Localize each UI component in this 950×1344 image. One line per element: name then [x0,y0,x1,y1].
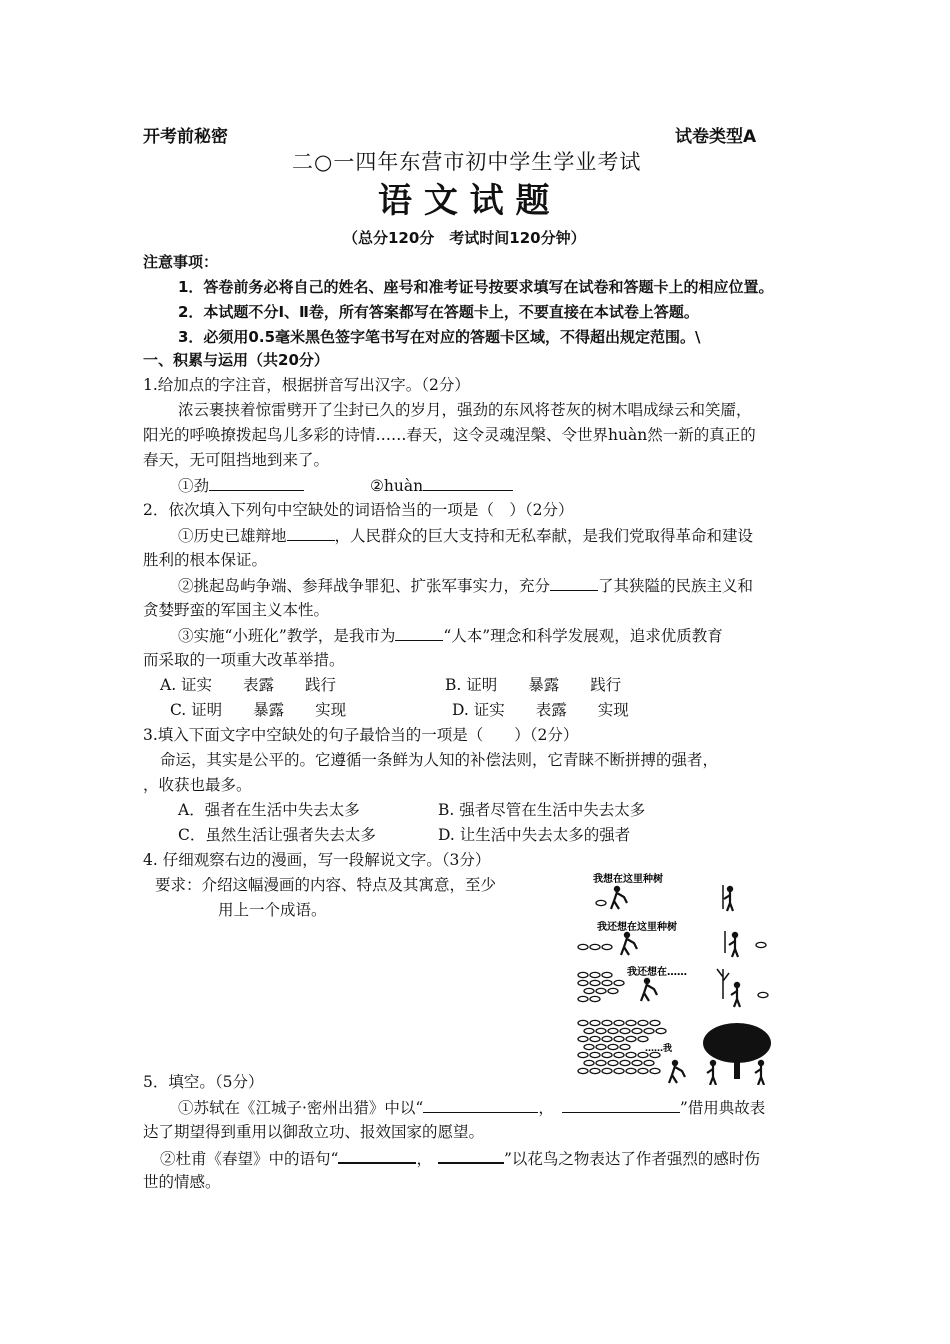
q2-stem: 2．依次填入下列句中空缺处的词语恰当的一项是（ ）（2分） [143,501,574,519]
q1-passage-line: 阳光的呼唤撩拨起鸟儿多彩的诗情……春天，这令灵魂涅槃、令世界huàn然一新的真正的 [143,426,756,444]
q5-line-1: ①苏轼在《江城子·密州出猎》中以“ ， ”借用典故表 [178,1099,766,1117]
cartoon-caption-4: ……我 [645,1044,673,1054]
q5-line-2: ②杜甫《春望》中的语句“ ， ”以花鸟之物表达了作者强烈的感时伤 [160,1150,760,1168]
cartoon-illustration [575,865,795,1085]
q1-blank-2: ②huàn [370,476,513,496]
q2-option-a: A. 证实 表露 践行 [160,676,337,694]
answer-blank [423,476,513,491]
q4-stem: 4. 仔细观察右边的漫画，写一段解说文字。（3分） [143,851,491,869]
answer-blank [423,1098,538,1113]
notes-heading: 注意事项： [143,253,219,271]
note-item-2: 2．本试题不分Ⅰ、Ⅱ卷，所有答案都写在答题卡上，不要直接在本试卷上答题。 [178,303,699,321]
answer-blank [209,476,304,491]
q2-sentence-3: ③实施“小班化”教学，是我市为 “人本”理念和科学发展观，追求优质教育 [178,627,723,645]
q3-option-a: A．强者在生活中失去太多 [178,801,360,819]
header-right: 试卷类型A [675,127,757,147]
q3-stem: 3.填入下面文字中空缺处的句子最恰当的一项是（ ）（2分） [143,726,579,744]
note-item-3: 3．必须用0.5毫米黑色签字笔书写在对应的答题卡区域，不得超出规定范围。\ [178,328,701,346]
q4-requirement-cont: 用上一个成语。 [218,901,327,919]
answer-blank [562,1098,680,1113]
section-heading: 一、积累与运用（共20分） [143,351,329,369]
q2-option-d: D. 证实 表露 实现 [452,701,629,719]
q2-sentence-1-cont: 胜利的根本保证。 [143,551,268,569]
cartoon-caption-2: 我还想在这里种树 [597,922,677,933]
header-left: 开考前秘密 [143,127,228,147]
note-item-1: 1．答卷前务必将自己的姓名、座号和准考证号按要求填写在试卷和答题卡上的相应位置。 [178,278,774,296]
page-title: 语 文 试 题 [378,181,550,221]
q2-sentence-1: ①历史已雄辩地 ，人民群众的巨大支持和无私奉献，是我们党取得革命和建设 [178,527,754,545]
answer-blank [438,1148,504,1164]
q1-blank-1: ①劲 [178,476,304,496]
q2-option-b: B. 证明 暴露 践行 [445,676,622,694]
q3-option-b: B. 强者尽管在生活中失去太多 [438,801,646,819]
q5-line-2-cont: 世的情感。 [143,1173,221,1191]
answer-blank [550,576,598,591]
q5-line-1-cont: 达了期望得到重用以御敌立功、报效国家的愿望。 [143,1123,485,1141]
q3-option-d: D. 让生活中失去太多的强者 [438,826,631,844]
q3-passage-line: 命运，其实是公平的。它遵循一条鲜为人知的补偿法则，它青睐不断拼搏的强者， [160,751,719,769]
answer-blank [287,526,335,541]
score-info: （总分120分 考试时间120分钟） [343,229,586,247]
q2-sentence-2: ②挑起岛屿争端、参拜战争罪犯、扩张军事实力，充分 了其狭隘的民族主义和 [178,577,754,595]
q3-option-c: C．虽然生活让强者失去太多 [178,826,376,844]
q2-sentence-3-cont: 而采取的一项重大改革举措。 [143,651,345,669]
cartoon-caption-1: 我想在这里种树 [593,874,663,885]
cartoon-caption-3: 我还想在…… [627,967,687,978]
q2-sentence-2-cont: 贪婪野蛮的军国主义本性。 [143,601,330,619]
exam-subtitle: 二○一四年东营市初中学生学业考试 [292,150,642,174]
q1-passage-line: 春天，无可阻挡地到来了。 [143,451,330,469]
q3-passage-line: ，收获也最多。 [143,776,252,794]
answer-blank [395,626,443,641]
answer-blank [338,1148,416,1164]
q4-requirement: 要求：介绍这幅漫画的内容、特点及其寓意，至少 [155,876,497,894]
q5-stem: 5．填空。（5分） [143,1073,264,1091]
q1-stem: 1.给加点的字注音，根据拼音写出汉字。（2分） [143,376,470,394]
q1-passage-line: 浓云裹挟着惊雷劈开了尘封已久的岁月，强劲的东风将苍灰的树木唱成绿云和笑靥， [178,401,752,419]
q2-option-c: C. 证明 暴露 实现 [170,701,347,719]
